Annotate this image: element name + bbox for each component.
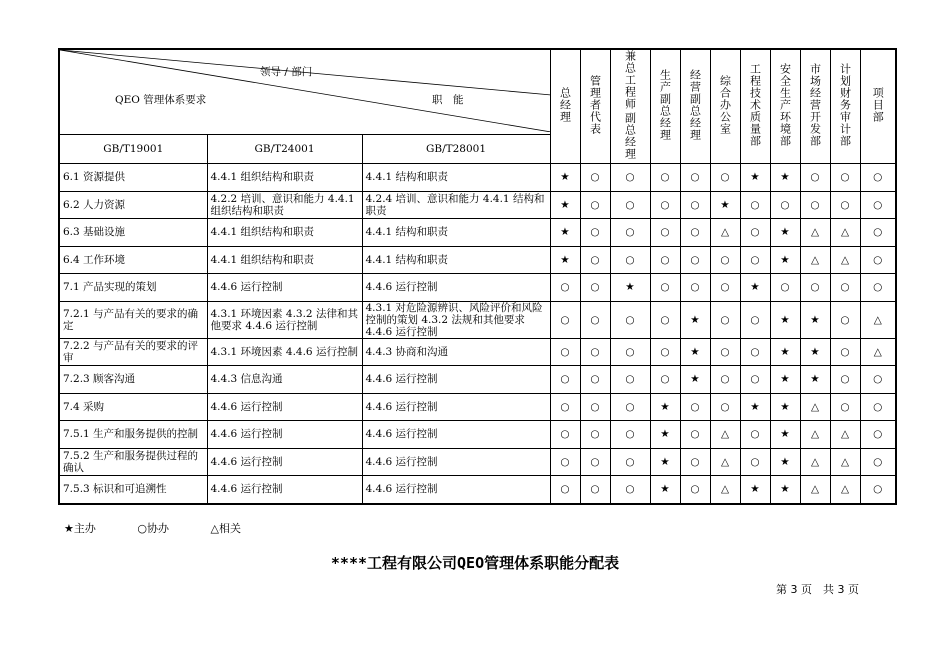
document-title: ****工程有限公司QEO管理体系职能分配表 bbox=[330, 554, 620, 572]
legend bbox=[64, 520, 279, 536]
table-row bbox=[59, 246, 896, 274]
responsibility-mark: ○ bbox=[860, 246, 896, 274]
responsibility-mark: ○ bbox=[580, 421, 610, 449]
clause-ohsas18001: 4.3.1 对危险源辨识、风险评价和风险控制的策划 4.3.2 法规和其他要求 4.4.6 运行控制 bbox=[362, 301, 550, 338]
responsibility-mark: ○ bbox=[860, 219, 896, 247]
clause-iso9001: 7.4 采购 bbox=[59, 393, 207, 421]
responsibility-mark: △ bbox=[710, 476, 740, 504]
responsibility-mark: ★ bbox=[550, 191, 580, 219]
role-header-7 bbox=[770, 49, 800, 164]
clause-iso14001: 4.3.1 环境因素 4.4.6 运行控制 bbox=[207, 338, 362, 366]
responsibility-mark: ★ bbox=[800, 366, 830, 394]
responsibility-mark: △ bbox=[800, 421, 830, 449]
clause-ohsas18001: 4.4.6 运行控制 bbox=[362, 366, 550, 394]
responsibility-mark: ○ bbox=[550, 393, 580, 421]
standard-header-iso14001: GB/T24001 bbox=[207, 134, 362, 164]
responsibility-mark: △ bbox=[830, 246, 860, 274]
responsibility-mark: ○ bbox=[610, 366, 650, 394]
responsibility-mark: ○ bbox=[740, 448, 770, 476]
responsibility-mark: ○ bbox=[860, 421, 896, 449]
responsibility-mark: ○ bbox=[710, 366, 740, 394]
table-row bbox=[59, 366, 896, 394]
responsibility-mark: ○ bbox=[800, 274, 830, 302]
table-row bbox=[59, 301, 896, 338]
table-row bbox=[59, 393, 896, 421]
responsibility-mark: ○ bbox=[740, 301, 770, 338]
diagonal-header-cell bbox=[59, 49, 550, 134]
header-functions: 职 能 bbox=[432, 94, 464, 106]
responsibility-mark: ○ bbox=[860, 164, 896, 192]
responsibility-mark: ○ bbox=[580, 301, 610, 338]
responsibility-mark: ○ bbox=[610, 246, 650, 274]
allocation-table-wrapper bbox=[58, 48, 895, 505]
responsibility-mark: ★ bbox=[770, 219, 800, 247]
responsibility-mark: ○ bbox=[860, 476, 896, 504]
responsibility-mark: ○ bbox=[860, 393, 896, 421]
table-row bbox=[59, 164, 896, 192]
page-number: 第 3 页 共 3 页 bbox=[776, 583, 859, 596]
responsibility-mark: ○ bbox=[610, 191, 650, 219]
legend-related: △相关 bbox=[210, 522, 241, 535]
clause-ohsas18001: 4.4.1 结构和职责 bbox=[362, 246, 550, 274]
responsibility-mark: ○ bbox=[580, 191, 610, 219]
role-header-label: 综合办公室 bbox=[718, 75, 732, 135]
responsibility-mark: △ bbox=[830, 448, 860, 476]
role-header-label: 管理者代表 bbox=[588, 75, 602, 135]
responsibility-mark: △ bbox=[710, 421, 740, 449]
legend-lead: ★主办 bbox=[64, 522, 96, 535]
clause-iso14001: 4.4.6 运行控制 bbox=[207, 448, 362, 476]
clause-iso14001: 4.4.6 运行控制 bbox=[207, 421, 362, 449]
clause-iso9001: 7.5.3 标识和可追溯性 bbox=[59, 476, 207, 504]
responsibility-mark: ○ bbox=[680, 219, 710, 247]
responsibility-mark: ○ bbox=[650, 301, 680, 338]
responsibility-mark: ○ bbox=[550, 301, 580, 338]
responsibility-mark: ○ bbox=[550, 476, 580, 504]
role-header-label: 生产副总经理 bbox=[658, 69, 672, 141]
responsibility-mark: ★ bbox=[740, 393, 770, 421]
responsibility-mark: ★ bbox=[770, 366, 800, 394]
responsibility-mark: ○ bbox=[550, 421, 580, 449]
responsibility-mark: ★ bbox=[650, 476, 680, 504]
clause-iso9001: 7.2.2 与产品有关的要求的评审 bbox=[59, 338, 207, 366]
role-header-0 bbox=[550, 49, 580, 164]
role-header-label: 工程技术质量部 bbox=[748, 63, 762, 147]
responsibility-mark: ○ bbox=[580, 476, 610, 504]
responsibility-mark: △ bbox=[830, 219, 860, 247]
clause-iso9001: 7.2.1 与产品有关的要求的确定 bbox=[59, 301, 207, 338]
role-header-label: 总经理 bbox=[558, 87, 572, 123]
responsibility-mark: △ bbox=[860, 301, 896, 338]
diagonal-lines bbox=[60, 50, 550, 132]
role-header-label: 市场经营开发部 bbox=[808, 63, 822, 147]
responsibility-mark: ○ bbox=[610, 338, 650, 366]
responsibility-mark: ○ bbox=[650, 246, 680, 274]
table-row bbox=[59, 191, 896, 219]
clause-ohsas18001: 4.2.4 培训、意识和能力 4.4.1 结构和职责 bbox=[362, 191, 550, 219]
responsibility-mark: ○ bbox=[710, 274, 740, 302]
responsibility-mark: ★ bbox=[650, 421, 680, 449]
responsibility-mark: ○ bbox=[650, 164, 680, 192]
responsibility-mark: ○ bbox=[580, 246, 610, 274]
responsibility-mark: △ bbox=[710, 219, 740, 247]
legend-assist: ○协办 bbox=[137, 522, 169, 535]
clause-ohsas18001: 4.4.6 运行控制 bbox=[362, 421, 550, 449]
responsibility-mark: ★ bbox=[800, 301, 830, 338]
clause-iso9001: 7.1 产品实现的策划 bbox=[59, 274, 207, 302]
responsibility-mark: ○ bbox=[830, 393, 860, 421]
responsibility-mark: ★ bbox=[650, 393, 680, 421]
clause-iso14001: 4.4.6 运行控制 bbox=[207, 476, 362, 504]
responsibility-mark: ○ bbox=[680, 448, 710, 476]
responsibility-mark: ○ bbox=[680, 421, 710, 449]
responsibility-mark: ○ bbox=[800, 191, 830, 219]
clause-iso14001: 4.4.6 运行控制 bbox=[207, 393, 362, 421]
responsibility-mark: ★ bbox=[680, 301, 710, 338]
responsibility-mark: ○ bbox=[650, 191, 680, 219]
clause-iso14001: 4.4.6 运行控制 bbox=[207, 274, 362, 302]
responsibility-mark: ★ bbox=[680, 338, 710, 366]
responsibility-mark: ○ bbox=[610, 393, 650, 421]
responsibility-mark: ○ bbox=[580, 219, 610, 247]
table-row bbox=[59, 338, 896, 366]
responsibility-mark: △ bbox=[800, 448, 830, 476]
responsibility-mark: ○ bbox=[830, 274, 860, 302]
responsibility-mark: △ bbox=[710, 448, 740, 476]
responsibility-mark: ○ bbox=[740, 191, 770, 219]
responsibility-mark: ○ bbox=[830, 366, 860, 394]
responsibility-mark: △ bbox=[800, 393, 830, 421]
responsibility-mark: ★ bbox=[550, 219, 580, 247]
responsibility-mark: ○ bbox=[650, 338, 680, 366]
responsibility-mark: ○ bbox=[830, 191, 860, 219]
responsibility-mark: ○ bbox=[740, 246, 770, 274]
responsibility-mark: ★ bbox=[740, 476, 770, 504]
role-header-label: 经营副总经理 bbox=[688, 69, 702, 141]
header-leader-dept: 领导 / 部门 bbox=[260, 66, 313, 78]
responsibility-mark: ○ bbox=[800, 164, 830, 192]
header-system-requirements: QEO 管理体系要求 bbox=[115, 94, 207, 106]
clause-iso9001: 6.4 工作环境 bbox=[59, 246, 207, 274]
clause-ohsas18001: 4.4.1 结构和职责 bbox=[362, 164, 550, 192]
clause-iso9001: 7.5.1 生产和服务提供的控制 bbox=[59, 421, 207, 449]
responsibility-mark: ○ bbox=[580, 393, 610, 421]
responsibility-mark: ★ bbox=[550, 246, 580, 274]
clause-ohsas18001: 4.4.6 运行控制 bbox=[362, 448, 550, 476]
role-header-5 bbox=[710, 49, 740, 164]
responsibility-mark: ○ bbox=[650, 366, 680, 394]
clause-ohsas18001: 4.4.3 协商和沟通 bbox=[362, 338, 550, 366]
responsibility-mark: ★ bbox=[770, 164, 800, 192]
responsibility-mark: ○ bbox=[830, 301, 860, 338]
responsibility-mark: ○ bbox=[740, 421, 770, 449]
role-header-10 bbox=[860, 49, 896, 164]
responsibility-mark: ○ bbox=[680, 274, 710, 302]
role-header-label: 计划财务审计部 bbox=[838, 63, 852, 147]
responsibility-mark: ○ bbox=[610, 219, 650, 247]
responsibility-mark: ○ bbox=[550, 338, 580, 366]
responsibility-mark: ○ bbox=[610, 448, 650, 476]
clause-iso14001: 4.4.1 组织结构和职责 bbox=[207, 164, 362, 192]
responsibility-mark: ★ bbox=[770, 338, 800, 366]
role-header-6 bbox=[740, 49, 770, 164]
table-row bbox=[59, 448, 896, 476]
role-header-label: 副总经理 兼总工程师 bbox=[623, 50, 637, 160]
standard-header-iso9001: GB/T19001 bbox=[59, 134, 207, 164]
responsibility-mark: ★ bbox=[770, 476, 800, 504]
responsibility-mark: ★ bbox=[770, 301, 800, 338]
responsibility-mark: ○ bbox=[580, 366, 610, 394]
responsibility-mark: △ bbox=[800, 246, 830, 274]
responsibility-mark: ○ bbox=[580, 338, 610, 366]
responsibility-mark: ★ bbox=[740, 274, 770, 302]
clause-iso14001: 4.3.1 环境因素 4.3.2 法律和其他要求 4.4.6 运行控制 bbox=[207, 301, 362, 338]
responsibility-mark: ○ bbox=[610, 301, 650, 338]
responsibility-mark: ○ bbox=[740, 219, 770, 247]
responsibility-mark: ★ bbox=[800, 338, 830, 366]
clause-iso9001: 7.2.3 顾客沟通 bbox=[59, 366, 207, 394]
role-header-label: 项目部 bbox=[871, 87, 885, 123]
responsibility-mark: ★ bbox=[770, 393, 800, 421]
table-row bbox=[59, 274, 896, 302]
table-row bbox=[59, 219, 896, 247]
responsibility-mark: ★ bbox=[740, 164, 770, 192]
table-row bbox=[59, 476, 896, 504]
responsibility-mark: ★ bbox=[610, 274, 650, 302]
clause-ohsas18001: 4.4.6 运行控制 bbox=[362, 393, 550, 421]
responsibility-mark: ○ bbox=[610, 164, 650, 192]
responsibility-mark: ○ bbox=[710, 246, 740, 274]
responsibility-mark: ○ bbox=[680, 191, 710, 219]
clause-iso14001: 4.4.1 组织结构和职责 bbox=[207, 219, 362, 247]
responsibility-mark: ○ bbox=[710, 393, 740, 421]
standard-header-ohsas18001: GB/T28001 bbox=[362, 134, 550, 164]
responsibility-mark: ○ bbox=[710, 301, 740, 338]
clause-iso9001: 6.2 人力资源 bbox=[59, 191, 207, 219]
responsibility-mark: ○ bbox=[710, 164, 740, 192]
clause-iso9001: 7.5.2 生产和服务提供过程的确认 bbox=[59, 448, 207, 476]
responsibility-mark: ○ bbox=[770, 274, 800, 302]
responsibility-mark: △ bbox=[800, 476, 830, 504]
responsibility-mark: ★ bbox=[770, 421, 800, 449]
responsibility-mark: △ bbox=[860, 338, 896, 366]
responsibility-mark: ○ bbox=[650, 219, 680, 247]
responsibility-mark: ○ bbox=[860, 191, 896, 219]
responsibility-mark: ○ bbox=[550, 448, 580, 476]
responsibility-mark: ★ bbox=[770, 246, 800, 274]
responsibility-mark: ○ bbox=[580, 448, 610, 476]
clause-iso9001: 6.1 资源提供 bbox=[59, 164, 207, 192]
responsibility-mark: ○ bbox=[680, 246, 710, 274]
responsibility-mark: ○ bbox=[860, 274, 896, 302]
responsibility-mark: ○ bbox=[610, 421, 650, 449]
clause-ohsas18001: 4.4.6 运行控制 bbox=[362, 274, 550, 302]
role-header-3 bbox=[650, 49, 680, 164]
responsibility-mark: ○ bbox=[680, 164, 710, 192]
responsibility-mark: ○ bbox=[550, 274, 580, 302]
responsibility-mark: △ bbox=[830, 421, 860, 449]
clause-iso14001: 4.4.3 信息沟通 bbox=[207, 366, 362, 394]
responsibility-mark: ★ bbox=[550, 164, 580, 192]
role-header-1 bbox=[580, 49, 610, 164]
clause-ohsas18001: 4.4.6 运行控制 bbox=[362, 476, 550, 504]
responsibility-mark: ○ bbox=[710, 338, 740, 366]
role-header-2 bbox=[610, 49, 650, 164]
clause-iso9001: 6.3 基础设施 bbox=[59, 219, 207, 247]
responsibility-mark: ○ bbox=[830, 164, 860, 192]
responsibility-mark: ○ bbox=[610, 476, 650, 504]
responsibility-mark: ○ bbox=[680, 393, 710, 421]
responsibility-mark: ★ bbox=[710, 191, 740, 219]
responsibility-mark: ★ bbox=[770, 448, 800, 476]
responsibility-mark: ○ bbox=[770, 191, 800, 219]
responsibility-mark: ○ bbox=[680, 476, 710, 504]
responsibility-mark: ○ bbox=[580, 274, 610, 302]
responsibility-mark: △ bbox=[830, 476, 860, 504]
role-header-8 bbox=[800, 49, 830, 164]
responsibility-mark: ○ bbox=[580, 164, 610, 192]
clause-iso14001: 4.4.1 组织结构和职责 bbox=[207, 246, 362, 274]
responsibility-mark: ○ bbox=[830, 338, 860, 366]
role-header-4 bbox=[680, 49, 710, 164]
function-allocation-table bbox=[58, 48, 897, 505]
role-header-9 bbox=[830, 49, 860, 164]
responsibility-mark: ★ bbox=[650, 448, 680, 476]
table-row bbox=[59, 421, 896, 449]
responsibility-mark: ○ bbox=[860, 366, 896, 394]
responsibility-mark: ○ bbox=[650, 274, 680, 302]
clause-ohsas18001: 4.4.1 结构和职责 bbox=[362, 219, 550, 247]
clause-iso14001: 4.2.2 培训、意识和能力 4.4.1组织结构和职责 bbox=[207, 191, 362, 219]
responsibility-mark: ○ bbox=[550, 366, 580, 394]
responsibility-mark: △ bbox=[800, 219, 830, 247]
responsibility-mark: ○ bbox=[740, 366, 770, 394]
role-header-label: 安全生产环境部 bbox=[778, 63, 792, 147]
responsibility-mark: ○ bbox=[860, 448, 896, 476]
responsibility-mark: ○ bbox=[740, 338, 770, 366]
responsibility-mark: ★ bbox=[680, 366, 710, 394]
